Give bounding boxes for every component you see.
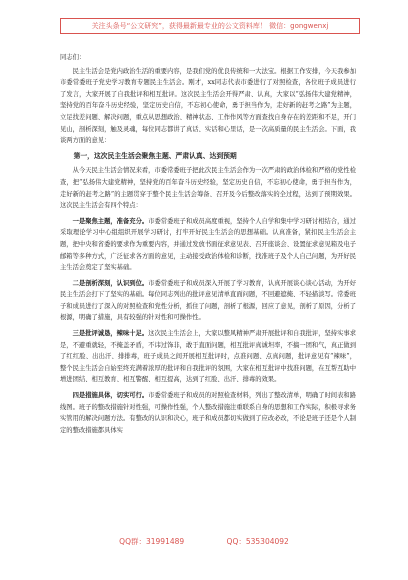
point-paragraph-3 [60,328,356,386]
point-lead: 一是聚焦主题，准备充分。 [72,217,149,225]
point-paragraph-1 [60,216,356,274]
point-text: 市委常委班子和成员的对照检查材料，列出了整改清单，明确了时间表和路线图。班子的整改措施针对性强，可操作性强，个人整改措施注重联系自身的思想和工作实际，积极寻求务实管用的解决问题方法。有整改的认识和决心，班子和成员都切实做到了应改必改，不论是班子还是个人制定的整改措施都具体实 [60,392,357,434]
qq-label: QQ：535304092 [226,537,289,546]
section-heading: 第一，这次民主生活会聚焦主题、严肃认真、达到预期 [73,151,237,160]
point-lead: 二是剖析深刻，认识到位。 [72,279,149,287]
point-text: 市委常委班子和成员深入开展了学习教育，认真开展谈心谈心活动，为开好民主生活会打下了坚实的基础。每位同志列出的批评意见清单直面问题，不回避遮掩、不轻描淡写。常委班子和成员进行了深入的对照检查和党性分析，抓住了问题，剖析了根源，回应了意见，剖析了原因，分析了根源，明确了措施，具有较强的针对性和可操作性。 [60,279,357,322]
footer-contact [0,536,408,547]
point-text: 这次民主生活会上，大家以整风精神严肃开展批评和自我批评，坚持实事求是，不避重就轻，不掩盖矛盾，不讳过饰非，敢于直面问题，相互批评真诚坦率，不搞一团和气，真正做到了红红脸、出出汗、排排毒，班子成员之间开展相互批评时，点准问题、点真问题，批评意见有“辣味”，整个民主生活会自始至终充满着浓厚的批评和自我批评的氛围，大家在相互批评中找准问题，在互帮互助中增进团结、相互教育、相互警醒、相互提高，达到了红脸、出汗、排毒的效果。 [60,330,357,384]
intro-paragraph: 民主生活会是党内政治生活的重要内容，是我们党的优良传统和一大法宝。根据工作安排，今天我参加市委常委班子党史学习教育专题民主生活会。刚才，xx同志代表市委进行了对照检查，各位班子成员进行了发言，大家开展了自我批评和相互批评。这次民主生活会开得严肃、认真，大家以“弘扬伟大建党精神，坚持党的百年奋斗历史经验，坚定历史自信，不忘初心使命，勇于担当作为，走好新的赶考之路”为主题，立足找差问题、解决问题，重点从思想政治、精神状态、工作作风等方面查找自身存在的差距和不足，开门见山，剖析深刻，触及灵魂，每位同志都讲了真话、实话和心里话，是一次高质量的民主生活会。下面，我谈两方面的意见： [60,67,356,145]
point-lead: 三是批评诚恳，辣味十足。 [72,330,149,338]
point-text: 市委常委班子和成员高度重视，坚持个人自学和集中学习研讨相结合，通过采取理论学习中心组组织开展学习研讨，打牢开好民主生活会的思想基础。认真准备，紧扣民主生活会主题，把中央和省委的要求作为重要内容，并通过发放书面征求意见表、召开座谈会、设置征求意见箱及电子邮箱等多种方式，广泛征求各方面的意见，主动接受政治体检和诊断，找准班子及个人自己问题，为开好民主生活会奠定了坚实基础。 [60,217,357,272]
point-lead: 四是措施具体，切实可行。 [72,392,149,400]
document-body [60,52,356,436]
section-intro-paragraph: 从今天民主生活会情况来看，市委常委班子把此次民主生活会作为一次严肃的政治体检和严格的党性检查，把“弘扬伟大建党精神，坚持党的百年奋斗历史经验，坚定历史自信，不忘初心使命，勇于担当作为，走好新的赶考之路”的主题贯穿于整个民主生活会筹备、召开及今后整改落实的全过程，达到了预期效果。这次民主生活会有四个特点： [60,167,356,210]
header-notice: 关注头条号“公文研究”，获得最新最专业的公文资料库！ 微信：gongwenxj [60,18,360,34]
point-paragraph-4 [60,390,356,436]
point-paragraph-2 [60,278,356,324]
salutation: 同志们： [60,54,86,61]
qq-group-label: QQ群：31991489 [119,537,185,546]
